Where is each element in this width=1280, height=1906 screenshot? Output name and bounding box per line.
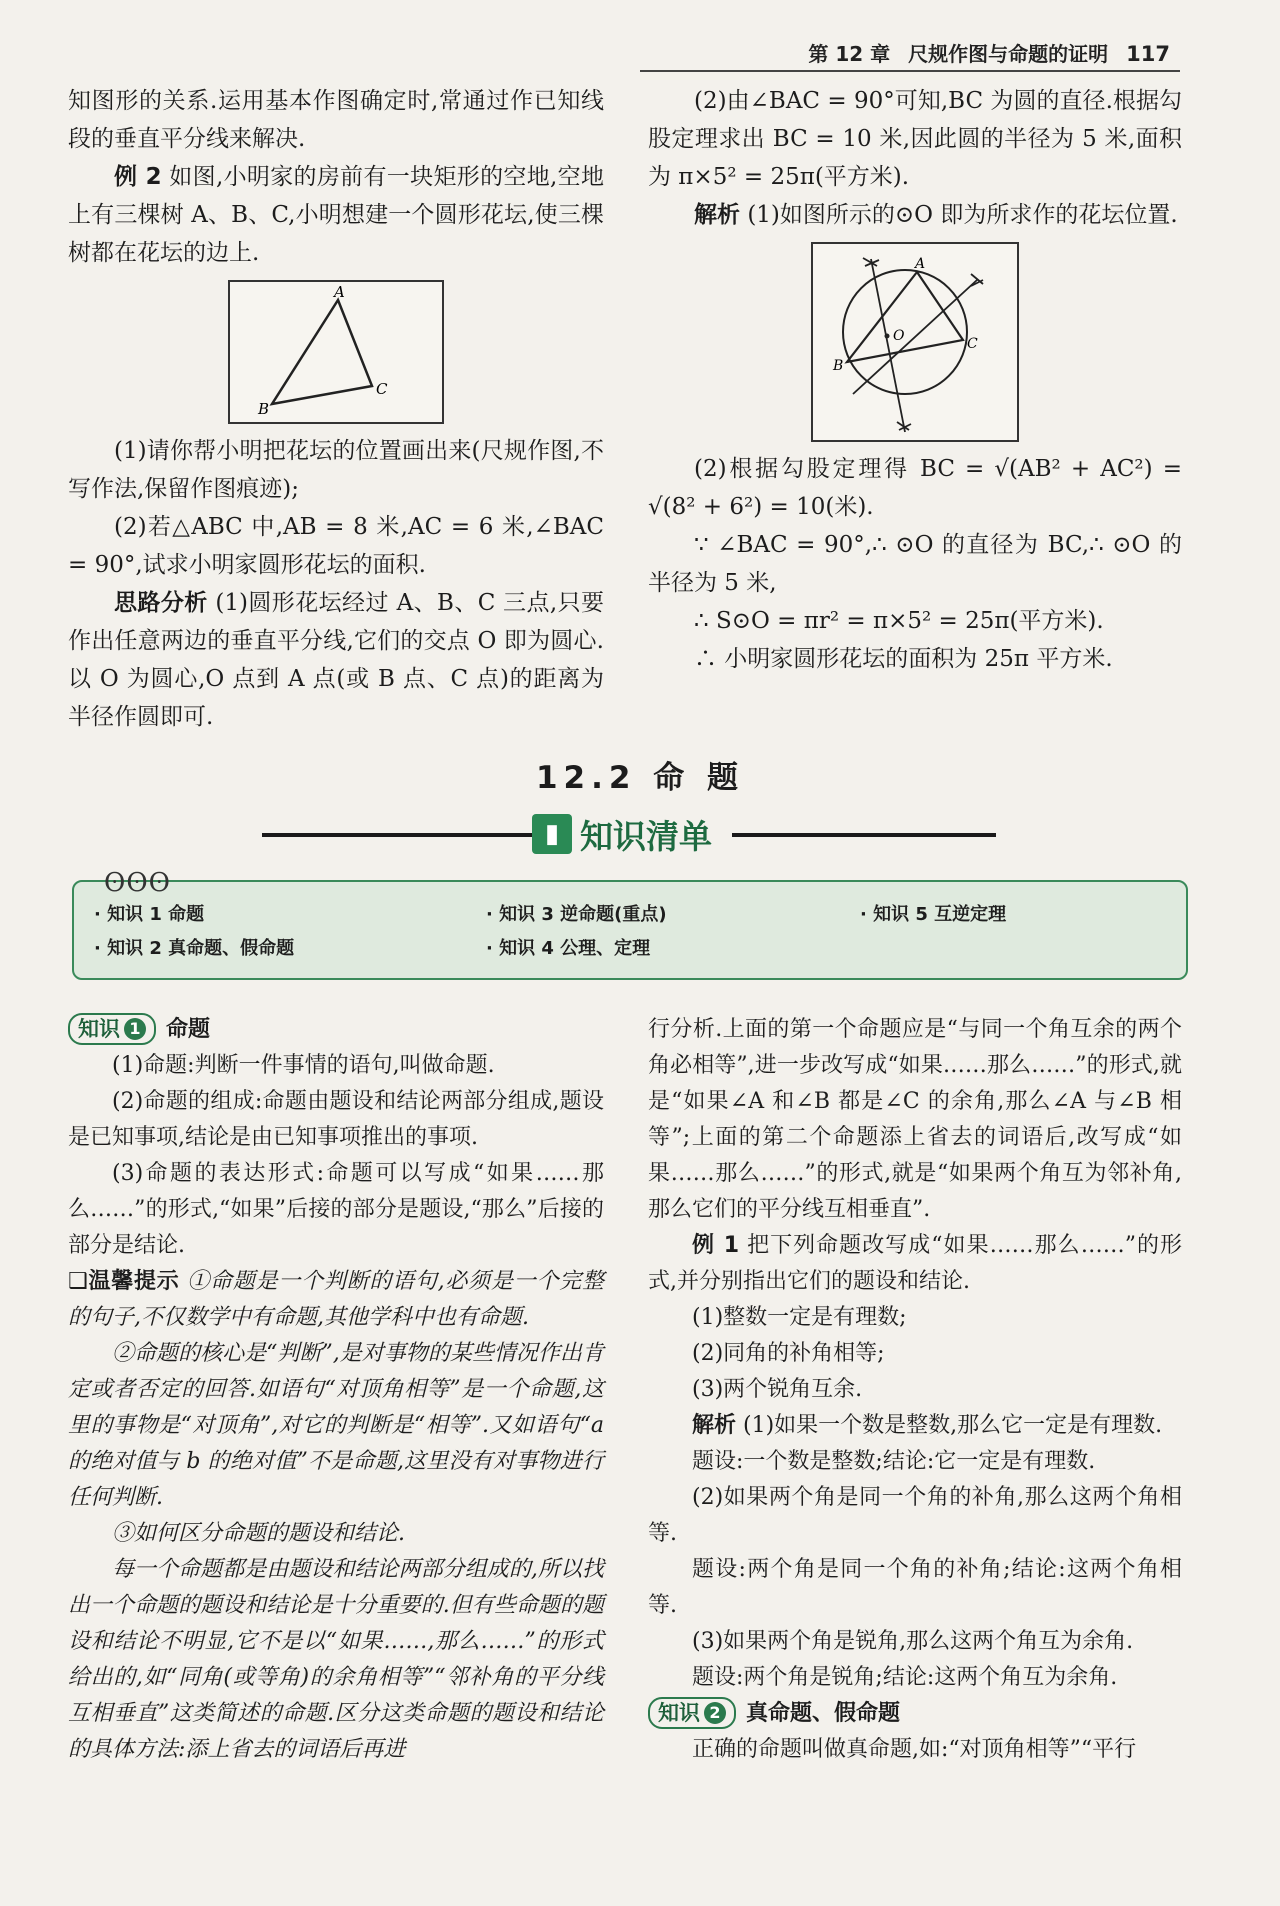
analysis-label: 思路分析 bbox=[114, 590, 208, 616]
exercise-2: (2)同角的补角相等; bbox=[692, 1341, 885, 1366]
paragraph: (3)命题的表达形式:命题可以写成“如果……那么……”的形式,“如果”后接的部分是题设,“那么”后接的部分是结论. bbox=[68, 1161, 604, 1258]
knowledge-list-banner bbox=[262, 808, 996, 860]
knowledge-item-3: · 知识 3 逆命题(重点) bbox=[486, 904, 667, 925]
tip-text: ①命题是一个判断的语句,必须是一个完整的句子,不仅数学中有命题,其他学科中也有命题. bbox=[68, 1269, 604, 1330]
left-column-bottom bbox=[68, 1012, 604, 1768]
point-label-o: O bbox=[893, 328, 905, 344]
solution-5: ∴ 小明家圆形花坛的面积为 25π 平方米. bbox=[694, 646, 1113, 672]
knowledge-item-2: · 知识 2 真命题、假命题 bbox=[94, 938, 295, 959]
knowledge-tag bbox=[648, 1697, 736, 1729]
question-1: (1)请你帮小明把花坛的位置画出来(尺规作图,不写作法,保留作图痕迹); bbox=[68, 438, 604, 502]
knowledge-tag bbox=[68, 1013, 156, 1045]
tip-4: 每一个命题都是由题设和结论两部分组成的,所以找出一个命题的题设和结论是十分重要的.但有些命题的题设和结论不明显,它不是以“如果……,那么……”的形式给出的,如“同角(或等角)的余角相等”“邻补角的平分线互相垂直”这类简述的命题.区分这类命题的题设和结论的具体方法:添上省去的词语后再进 bbox=[68, 1557, 604, 1762]
knowledge-2-heading bbox=[648, 1696, 1182, 1732]
analysis bbox=[68, 584, 604, 736]
exercise-3: (3)两个锐角互余. bbox=[692, 1377, 863, 1402]
paragraph: (2)命题的组成:命题由题设和结论两部分组成,题设是已知事项,结论是由已知事项推出的事项. bbox=[68, 1089, 604, 1150]
figure-triangle-abc bbox=[228, 280, 444, 424]
solution-label: 解析 bbox=[694, 202, 740, 228]
knowledge-tag-text: 知识 bbox=[658, 1701, 700, 1725]
knowledge-title: 命题 bbox=[166, 1017, 211, 1042]
question-2: (2)若△ABC 中,AB = 8 米,AC = 6 米,∠BAC = 90°,试求小明家圆形花坛的面积. bbox=[68, 514, 604, 578]
point-label-c: C bbox=[967, 336, 978, 352]
knowledge-item-1: · 知识 1 命题 bbox=[94, 904, 205, 925]
triangle-abc bbox=[272, 300, 372, 404]
knowledge-tag-text: 知识 bbox=[78, 1017, 120, 1041]
knowledge-tag-number: 2 bbox=[704, 1702, 726, 1724]
knowledge-list-box bbox=[72, 868, 1188, 980]
paragraph: 正确的命题叫做真命题,如:“对顶角相等”“平行 bbox=[692, 1737, 1137, 1762]
paragraph: (2)由∠BAC = 90°可知,BC 为圆的直径.根据勾股定理求出 BC = 10 米,因此圆的半径为 5 米,面积为 π×5² = 25π(平方米). bbox=[648, 88, 1182, 190]
solution-2: (2)如果两个角是同一个角的补角,那么这两个角相等. bbox=[648, 1485, 1182, 1546]
solution-1-detail: 题设:一个数是整数;结论:它一定是有理数. bbox=[692, 1449, 1096, 1474]
example-label: 例 2 bbox=[114, 164, 162, 190]
solution-label: 解析 bbox=[692, 1413, 737, 1438]
banner-text: 知识清单 bbox=[580, 816, 712, 856]
center-point bbox=[885, 334, 890, 339]
point-label-b: B bbox=[258, 400, 270, 418]
knowledge-item-4: · 知识 4 公理、定理 bbox=[486, 938, 651, 959]
cube-icon: ▮ bbox=[532, 814, 572, 854]
tip-label: ❑温馨提示 bbox=[68, 1269, 180, 1294]
chapter-label: 第 12 章 bbox=[808, 42, 891, 66]
binder-rings-icon: ʘʘʘ bbox=[104, 868, 171, 898]
left-column-top bbox=[68, 82, 604, 736]
header-rule bbox=[640, 70, 1180, 72]
right-column-top bbox=[648, 82, 1182, 678]
banner-label bbox=[532, 808, 724, 860]
tip-1 bbox=[68, 1264, 604, 1336]
analysis-text: (1)圆形花坛经过 A、B、C 三点,只要作出任意两边的垂直平分线,它们的交点 O 即为圆心.以 O 为圆心,O 点到 A 点(或 B 点、C 点)的距离为半径作圆即可. bbox=[68, 590, 605, 730]
perpendicular-bisector-1 bbox=[871, 259, 905, 432]
solution-text: (1)如图所示的⊙O 即为所求作的花坛位置. bbox=[747, 202, 1178, 228]
solution-3: ∵ ∠BAC = 90°,∴ ⊙O 的直径为 BC,∴ ⊙O 的半径为 5 米, bbox=[648, 532, 1182, 596]
right-column-bottom bbox=[648, 1012, 1182, 1768]
point-label-a: A bbox=[334, 283, 345, 301]
point-label-b: B bbox=[833, 358, 844, 374]
paragraph: 知图形的关系.运用基本作图确定时,常通过作已知线段的垂直平分线来解决. bbox=[68, 88, 604, 152]
solution-3: (3)如果两个角是锐角,那么这两个角互为余角. bbox=[692, 1629, 1134, 1654]
exercise-1: (1)整数一定是有理数; bbox=[692, 1305, 907, 1330]
solution-3-detail: 题设:两个角是锐角;结论:这两个角互为余角. bbox=[692, 1665, 1118, 1690]
banner-rule-right bbox=[732, 833, 996, 837]
solution-4: ∴ S⊙O = πr² = π×5² = 25π(平方米). bbox=[694, 608, 1104, 634]
paragraph: (1)命题:判断一件事情的语句,叫做命题. bbox=[112, 1053, 495, 1078]
perpendicular-bisector-2 bbox=[853, 280, 977, 394]
solution-2-detail: 题设:两个角是同一个角的补角;结论:这两个角相等. bbox=[648, 1557, 1182, 1618]
solution-1 bbox=[648, 1408, 1182, 1444]
tip-2: ②命题的核心是“判断”,是对事物的某些情况作出肯定或者否定的回答.如语句“对顶角相等”是一个命题,这里的事物是“对顶角”,对它的判断是“相等”.又如语句“a 的绝对值与 b 的绝对值”不是命题,这里没有对事物进行任何判断. bbox=[68, 1341, 604, 1510]
point-label-a: A bbox=[915, 256, 926, 272]
knowledge-1-heading bbox=[68, 1012, 604, 1048]
solution-2: (2)根据勾股定理得 BC = √(AB² + AC²) = √(8² + 6²) = 10(米). bbox=[648, 456, 1182, 520]
example-label: 例 1 bbox=[692, 1233, 740, 1258]
knowledge-item-5: · 知识 5 互逆定理 bbox=[860, 904, 1007, 925]
point-label-c: C bbox=[376, 380, 388, 398]
example-text: 如图,小明家的房前有一块矩形的空地,空地上有三棵树 A、B、C,小明想建一个圆形花坛,使三棵树都在花坛的边上. bbox=[68, 164, 605, 266]
chapter-title: 尺规作图与命题的证明 bbox=[908, 42, 1109, 66]
figure-circle-construction bbox=[811, 242, 1019, 442]
example-2 bbox=[68, 158, 604, 272]
example-1 bbox=[648, 1228, 1182, 1300]
banner-rule-left bbox=[262, 833, 532, 837]
example-text: 把下列命题改写成“如果……那么……”的形式,并分别指出它们的题设和结论. bbox=[648, 1233, 1183, 1294]
section-title: 12.2 命 题 bbox=[535, 760, 745, 796]
page-number: 117 bbox=[1126, 42, 1170, 66]
knowledge-title: 真命题、假命题 bbox=[746, 1701, 901, 1726]
running-head bbox=[808, 38, 1170, 67]
solution-1 bbox=[648, 196, 1182, 234]
paragraph: 行分析.上面的第一个命题应是“与同一个角互余的两个角必相等”,进一步改写成“如果……那么……”的形式,就是“如果∠A 和∠B 都是∠C 的余角,那么∠A 与∠B 相等”;上面的第二个命题添上省去的词语后,改写成“如果……那么……”的形式,就是“如果两个角互为邻补角,那么它们的平分线互相垂直”. bbox=[648, 1017, 1182, 1222]
solution-text: (1)如果一个数是整数,那么它一定是有理数. bbox=[743, 1413, 1163, 1438]
tip-3: ③如何区分命题的题设和结论. bbox=[112, 1521, 405, 1546]
knowledge-tag-number: 1 bbox=[124, 1018, 146, 1040]
